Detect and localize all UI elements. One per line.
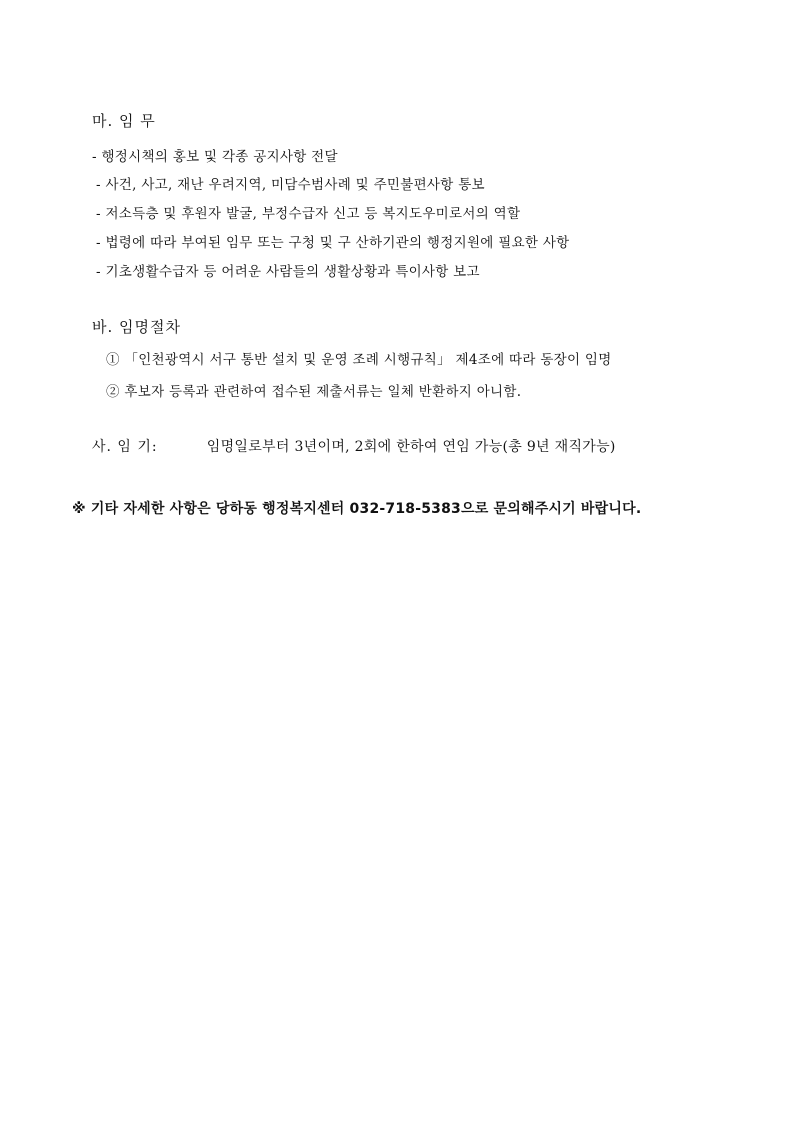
section-sa-text: 임명일로부터 3년이며, 2회에 한하여 연임 가능(총 9년 재직가능) [206,439,616,455]
section-sa-label: 사. 임 기: [92,439,158,455]
footer-contact-note: ※ 기타 자세한 사항은 당하동 행정복지센터 032-718-5383으로 문의해주시기 바랍니다. [72,501,642,517]
section-ma-item-5: - 기초생활수급자 등 어려운 사람들의 생활상황과 특이사항 보고 [96,264,480,280]
section-sa-line [92,436,616,456]
section-ba-item-1: ① 「인천광역시 서구 통반 설치 및 운영 조례 시행규칙」 제4조에 따라 동장이 임명 [106,352,612,368]
section-ma-item-4: - 법령에 따라 부여된 임무 또는 구청 및 구 산하기관의 행정지원에 필요한 사항 [96,235,570,251]
section-ba-item-2: ② 후보자 등록과 관련하여 접수된 제출서류는 일체 반환하지 아니함. [106,384,522,400]
section-ma-item-1: - 행정시책의 홍보 및 각종 공지사항 전달 [92,149,338,165]
section-ba-title: 바. 임명절차 [92,318,181,336]
section-ma-item-2: - 사건, 사고, 재난 우려지역, 미담수범사례 및 주민불편사항 통보 [96,177,485,193]
section-ma-item-3: - 저소득층 및 후원자 발굴, 부정수급자 신고 등 복지도우미로서의 역할 [96,206,521,222]
section-ma-title: 마. 임 무 [92,112,156,130]
